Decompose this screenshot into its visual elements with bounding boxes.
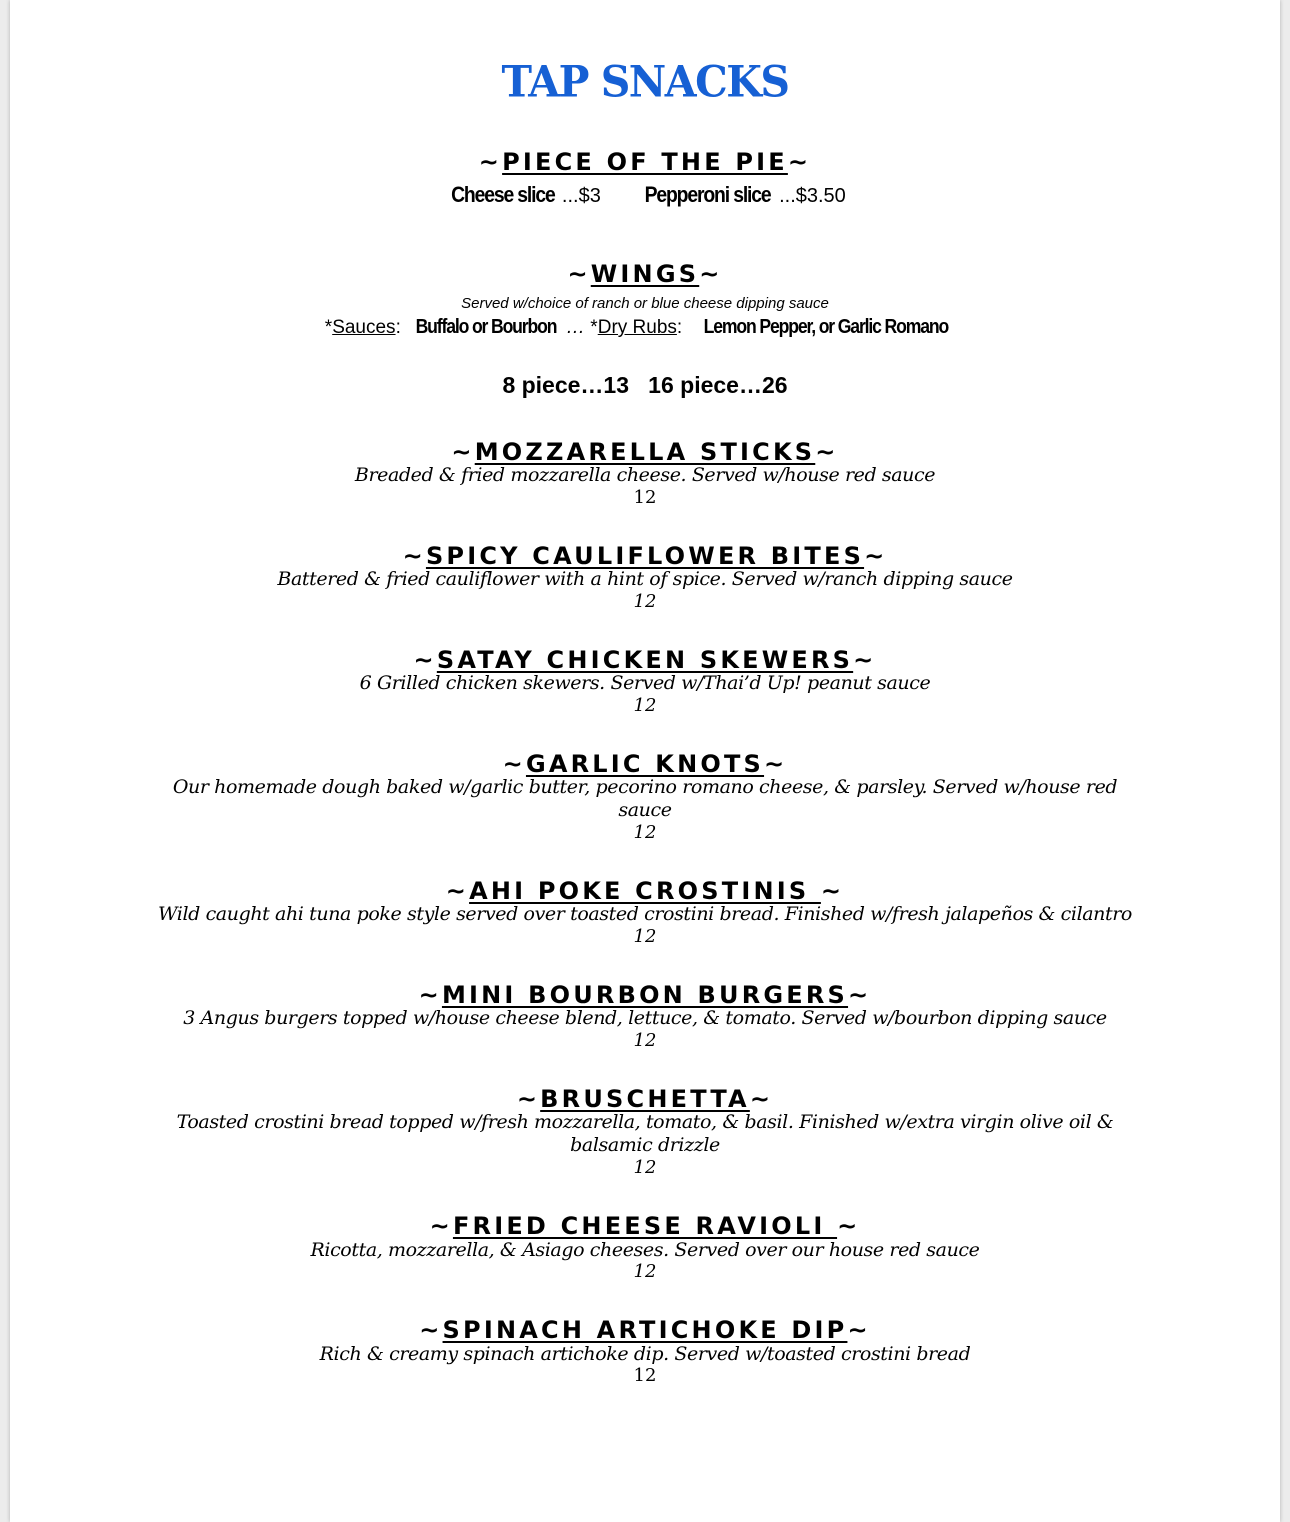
section-heading-text: BRUSCHETTA xyxy=(540,1085,750,1113)
wings-prices: 8 piece…13 16 piece…26 xyxy=(502,372,788,398)
item-description: Our homemade dough baked w/garlic butter, pecorino romano cheese, & parsley. Served w/house red sauce xyxy=(172,776,1118,821)
section-heading-wings: ~WINGS~ xyxy=(567,260,723,288)
section-heading-text: MOZZARELLA STICKS xyxy=(474,438,816,466)
dry-rubs-value: Lemon Pepper, or Garlic Romano xyxy=(704,316,949,338)
section-heading-cauliflower: ~SPICY CAULIFLOWER BITES~ xyxy=(402,542,888,570)
cheese-slice-price: ...$3 xyxy=(561,185,601,207)
wings-served: Served w/choice of ranch or blue cheese dipping sauce xyxy=(461,295,829,312)
pepperoni-slice-label: Pepperoni slice xyxy=(644,182,771,207)
section-heading-bruschetta: ~BRUSCHETTA~ xyxy=(516,1085,774,1113)
sauces-label: Sauces xyxy=(332,317,396,338)
section-heading-text: PIECE OF THE PIE xyxy=(502,148,788,176)
item-price: 12 xyxy=(633,1030,657,1051)
section-heading-text: AHI POKE CROSTINIS xyxy=(469,877,821,905)
section-heading-ahi-poke: ~AHI POKE CROSTINIS ~ xyxy=(445,877,845,905)
section-heading-garlic-knots: ~GARLIC KNOTS~ xyxy=(502,750,788,778)
section-heading-pie: ~PIECE OF THE PIE~ xyxy=(478,148,812,176)
pepperoni-slice-price: ...$3.50 xyxy=(779,185,846,207)
item-price: 12 xyxy=(633,487,657,508)
item-description: 6 Grilled chicken skewers. Served w/Thai’d Up! peanut sauce xyxy=(359,672,931,694)
wings-sauces: *Sauces: Buffalo or Bourbon … *Dry Rubs: Lemon Pepper, or Garlic Romano xyxy=(324,316,949,338)
section-heading-satay: ~SATAY CHICKEN SKEWERS~ xyxy=(413,646,877,674)
section-heading-spinach-dip: ~SPINACH ARTICHOKE DIP~ xyxy=(419,1316,871,1344)
item-price: 12 xyxy=(633,1365,657,1386)
item-price: 12 xyxy=(633,822,657,843)
section-heading-ravioli: ~FRIED CHEESE RAVIOLI ~ xyxy=(429,1212,861,1240)
section-heading-text: SATAY CHICKEN SKEWERS xyxy=(436,646,854,674)
section-heading-text: SPICY CAULIFLOWER BITES xyxy=(425,542,865,570)
item-price: 12 xyxy=(633,1157,657,1178)
sauces-value: Buffalo or Bourbon xyxy=(415,316,557,338)
section-heading-text: FRIED CHEESE RAVIOLI xyxy=(452,1212,838,1240)
menu-title: TAP SNACKS xyxy=(501,56,789,108)
section-heading-mozzarella: ~MOZZARELLA STICKS~ xyxy=(451,438,839,466)
item-description: Rich & creamy spinach artichoke dip. Served w/toasted crostini bread xyxy=(319,1343,971,1365)
item-description: Toasted crostini bread topped w/fresh mozzarella, tomato, & basil. Finished w/extra virgin olive oil & balsamic drizzle xyxy=(176,1111,1114,1156)
item-price: 12 xyxy=(633,591,657,612)
item-description: Ricotta, mozzarella, & Asiago cheeses. Served over our house red sauce xyxy=(310,1239,980,1261)
section-heading-burgers: ~MINI BOURBON BURGERS~ xyxy=(418,981,872,1009)
section-heading-text: SPINACH ARTICHOKE DIP xyxy=(442,1316,848,1344)
section-heading-text: WINGS xyxy=(590,260,700,288)
item-price: 12 xyxy=(633,1261,657,1282)
item-description: Battered & fried cauliflower with a hint of spice. Served w/ranch dipping sauce xyxy=(277,568,1013,590)
menu-page xyxy=(10,0,1280,1522)
item-description: Wild caught ahi tuna poke style served over toasted crostini bread. Finished w/fresh jalapeños & cilantro xyxy=(158,903,1132,925)
section-heading-text: MINI BOURBON BURGERS xyxy=(441,981,849,1009)
cheese-slice-label: Cheese slice xyxy=(451,182,555,207)
item-price: 12 xyxy=(633,926,657,947)
item-price: 12 xyxy=(633,695,657,716)
section-heading-text: GARLIC KNOTS xyxy=(525,750,765,778)
item-description: Breaded & fried mozzarella cheese. Served w/house red sauce xyxy=(354,464,936,486)
dry-rubs-label: Dry Rubs xyxy=(597,317,677,338)
pie-prices xyxy=(10,182,1280,209)
item-description: 3 Angus burgers topped w/house cheese blend, lettuce, & tomato. Served w/bourbon dipping sauce xyxy=(183,1007,1107,1029)
